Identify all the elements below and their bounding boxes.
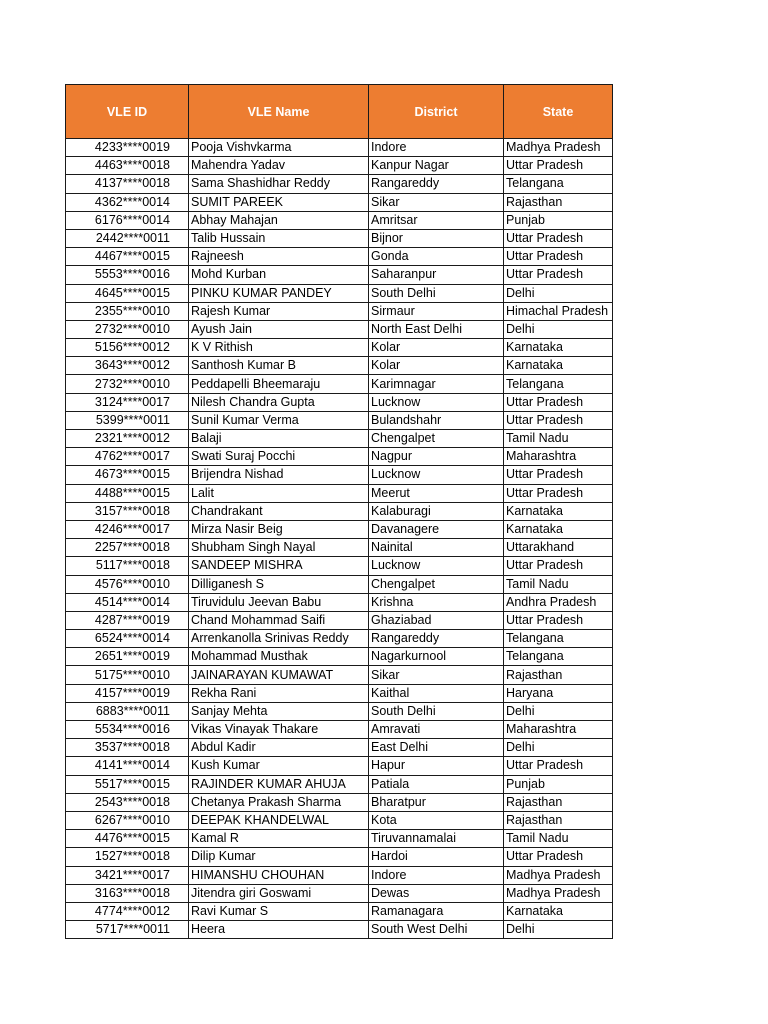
vle-id-cell: 2257****0018 (66, 539, 189, 557)
district-cell: Krishna (369, 593, 504, 611)
state-cell: Delhi (504, 284, 613, 302)
district-cell: Gonda (369, 248, 504, 266)
table-row (66, 557, 613, 575)
header-row (66, 85, 613, 139)
vle-id-cell: 5534****0016 (66, 721, 189, 739)
district-cell: Karimnagar (369, 375, 504, 393)
district-cell: Kaithal (369, 684, 504, 702)
table-row (66, 357, 613, 375)
state-cell: Karnataka (504, 357, 613, 375)
vle-id-cell: 4488****0015 (66, 484, 189, 502)
vle-name-cell: Tiruvidulu Jeevan Babu (189, 593, 369, 611)
district-cell: Sikar (369, 193, 504, 211)
vle-name-cell: Talib Hussain (189, 229, 369, 247)
vle-id-cell: 4362****0014 (66, 193, 189, 211)
state-cell: Rajasthan (504, 811, 613, 829)
vle-id-cell: 2732****0010 (66, 375, 189, 393)
vle-id-cell: 2651****0019 (66, 648, 189, 666)
vle-id-cell: 2732****0010 (66, 320, 189, 338)
vle-id-cell: 6524****0014 (66, 630, 189, 648)
vle-name-cell: Sama Shashidhar Reddy (189, 175, 369, 193)
district-cell: Amritsar (369, 211, 504, 229)
district-cell: Kota (369, 811, 504, 829)
vle-name-cell: Ravi Kumar S (189, 902, 369, 920)
vle-name-cell: JAINARAYAN KUMAWAT (189, 666, 369, 684)
district-cell: Sikar (369, 666, 504, 684)
table-row (66, 866, 613, 884)
district-cell: Bharatpur (369, 793, 504, 811)
state-cell: Andhra Pradesh (504, 593, 613, 611)
vle-id-cell: 4137****0018 (66, 175, 189, 193)
vle-id-cell: 6267****0010 (66, 811, 189, 829)
state-cell: Rajasthan (504, 793, 613, 811)
table-row (66, 430, 613, 448)
vle-name-cell: Arrenkanolla Srinivas Reddy (189, 630, 369, 648)
state-cell: Uttar Pradesh (504, 157, 613, 175)
vle-id-cell: 3124****0017 (66, 393, 189, 411)
table-row (66, 284, 613, 302)
district-cell: Kalaburagi (369, 502, 504, 520)
vle-id-cell: 6883****0011 (66, 702, 189, 720)
district-cell: Kolar (369, 339, 504, 357)
vle-id-cell: 5399****0011 (66, 411, 189, 429)
district-cell: Nainital (369, 539, 504, 557)
vle-id-cell: 4233****0019 (66, 139, 189, 157)
vle-name-cell: Dilip Kumar (189, 848, 369, 866)
vle-id-cell: 2442****0011 (66, 229, 189, 247)
vle-id-cell: 4673****0015 (66, 466, 189, 484)
state-cell: Karnataka (504, 502, 613, 520)
vle-name-cell: K V Rithish (189, 339, 369, 357)
vle-id-cell: 1527****0018 (66, 848, 189, 866)
vle-name-cell: Rajesh Kumar (189, 302, 369, 320)
vle-id-cell: 2543****0018 (66, 793, 189, 811)
district-cell: Davanagere (369, 520, 504, 538)
table-row (66, 139, 613, 157)
district-cell: East Delhi (369, 739, 504, 757)
district-cell: Indore (369, 139, 504, 157)
state-cell: Uttar Pradesh (504, 611, 613, 629)
vle-name-cell: DEEPAK KHANDELWAL (189, 811, 369, 829)
table-row (66, 739, 613, 757)
district-cell: Amravati (369, 721, 504, 739)
state-cell: Uttar Pradesh (504, 466, 613, 484)
table-row (66, 575, 613, 593)
vle-name-cell: Pooja Vishvkarma (189, 139, 369, 157)
vle-name-cell: Kamal R (189, 830, 369, 848)
state-cell: Telangana (504, 375, 613, 393)
table-row (66, 484, 613, 502)
table-row (66, 702, 613, 720)
vle-id-cell: 4157****0019 (66, 684, 189, 702)
vle-name-cell: Abdul Kadir (189, 739, 369, 757)
state-cell: Delhi (504, 702, 613, 720)
vle-id-cell: 6176****0014 (66, 211, 189, 229)
vle-id-cell: 3163****0018 (66, 884, 189, 902)
table-row (66, 593, 613, 611)
table-row (66, 266, 613, 284)
table-row (66, 666, 613, 684)
state-cell: Himachal Pradesh (504, 302, 613, 320)
state-cell: Uttar Pradesh (504, 393, 613, 411)
vle-id-cell: 3537****0018 (66, 739, 189, 757)
vle-id-cell: 5175****0010 (66, 666, 189, 684)
table-row (66, 921, 613, 939)
state-cell: Tamil Nadu (504, 830, 613, 848)
state-cell: Delhi (504, 739, 613, 757)
vle-name-cell: Vikas Vinayak Thakare (189, 721, 369, 739)
vle-id-cell: 4476****0015 (66, 830, 189, 848)
district-cell: Lucknow (369, 393, 504, 411)
district-cell: Lucknow (369, 557, 504, 575)
state-cell: Maharashtra (504, 448, 613, 466)
table-row (66, 539, 613, 557)
state-cell: Karnataka (504, 520, 613, 538)
district-cell: Lucknow (369, 466, 504, 484)
vle-name-cell: PINKU KUMAR PANDEY (189, 284, 369, 302)
table-row (66, 684, 613, 702)
vle-name-cell: Shubham Singh Nayal (189, 539, 369, 557)
table-row (66, 229, 613, 247)
district-cell: Rangareddy (369, 175, 504, 193)
vle-name-cell: Lalit (189, 484, 369, 502)
vle-name-cell: Chetanya Prakash Sharma (189, 793, 369, 811)
column-header-vle-id: VLE ID (66, 85, 189, 139)
state-cell: Maharashtra (504, 721, 613, 739)
table-row (66, 302, 613, 320)
vle-id-cell: 4467****0015 (66, 248, 189, 266)
vle-id-cell: 4774****0012 (66, 902, 189, 920)
vle-name-cell: Kush Kumar (189, 757, 369, 775)
district-cell: Ramanagara (369, 902, 504, 920)
vle-id-cell: 5156****0012 (66, 339, 189, 357)
district-cell: Sirmaur (369, 302, 504, 320)
vle-id-cell: 4463****0018 (66, 157, 189, 175)
vle-name-cell: Sunil Kumar Verma (189, 411, 369, 429)
table-row (66, 393, 613, 411)
state-cell: Telangana (504, 175, 613, 193)
vle-id-cell: 4645****0015 (66, 284, 189, 302)
vle-name-cell: Rekha Rani (189, 684, 369, 702)
vle-name-cell: Sanjay Mehta (189, 702, 369, 720)
district-cell: South Delhi (369, 702, 504, 720)
vle-name-cell: SANDEEP MISHRA (189, 557, 369, 575)
state-cell: Uttar Pradesh (504, 266, 613, 284)
column-header-vle-name: VLE Name (189, 85, 369, 139)
state-cell: Telangana (504, 630, 613, 648)
table-row (66, 902, 613, 920)
table-row (66, 248, 613, 266)
table-header (66, 85, 613, 139)
district-cell: Hardoi (369, 848, 504, 866)
table-row (66, 648, 613, 666)
state-cell: Delhi (504, 921, 613, 939)
vle-name-cell: Rajneesh (189, 248, 369, 266)
state-cell: Karnataka (504, 339, 613, 357)
vle-name-cell: HIMANSHU CHOUHAN (189, 866, 369, 884)
state-cell: Uttar Pradesh (504, 229, 613, 247)
district-cell: Indore (369, 866, 504, 884)
vle-name-cell: Mirza Nasir Beig (189, 520, 369, 538)
district-cell: Chengalpet (369, 430, 504, 448)
column-header-state: State (504, 85, 613, 139)
district-cell: Hapur (369, 757, 504, 775)
vle-id-cell: 2321****0012 (66, 430, 189, 448)
state-cell: Punjab (504, 775, 613, 793)
district-cell: North East Delhi (369, 320, 504, 338)
state-cell: Uttar Pradesh (504, 757, 613, 775)
vle-name-cell: Mohd Kurban (189, 266, 369, 284)
table-row (66, 339, 613, 357)
vle-name-cell: Dilliganesh S (189, 575, 369, 593)
vle-id-cell: 5717****0011 (66, 921, 189, 939)
vle-id-cell: 3643****0012 (66, 357, 189, 375)
district-cell: Bulandshahr (369, 411, 504, 429)
vle-name-cell: Santhosh Kumar B (189, 357, 369, 375)
state-cell: Uttar Pradesh (504, 248, 613, 266)
table-row (66, 884, 613, 902)
district-cell: Meerut (369, 484, 504, 502)
vle-name-cell: Heera (189, 921, 369, 939)
district-cell: South Delhi (369, 284, 504, 302)
vle-id-cell: 4246****0017 (66, 520, 189, 538)
table-body (66, 139, 613, 939)
vle-name-cell: SUMIT PAREEK (189, 193, 369, 211)
vle-id-cell: 2355****0010 (66, 302, 189, 320)
table-row (66, 793, 613, 811)
table-row (66, 157, 613, 175)
district-cell: Nagpur (369, 448, 504, 466)
district-cell: Patiala (369, 775, 504, 793)
table-row (66, 502, 613, 520)
vle-id-cell: 4287****0019 (66, 611, 189, 629)
vle-id-cell: 5553****0016 (66, 266, 189, 284)
vle-name-cell: Swati Suraj Pocchi (189, 448, 369, 466)
state-cell: Telangana (504, 648, 613, 666)
vle-name-cell: Abhay Mahajan (189, 211, 369, 229)
vle-id-cell: 4576****0010 (66, 575, 189, 593)
state-cell: Madhya Pradesh (504, 884, 613, 902)
table-row (66, 721, 613, 739)
district-cell: Chengalpet (369, 575, 504, 593)
table-row (66, 411, 613, 429)
table-row (66, 630, 613, 648)
vle-id-cell: 4514****0014 (66, 593, 189, 611)
vle-id-cell: 5517****0015 (66, 775, 189, 793)
table-row (66, 375, 613, 393)
state-cell: Tamil Nadu (504, 575, 613, 593)
table-row (66, 811, 613, 829)
district-cell: Tiruvannamalai (369, 830, 504, 848)
state-cell: Haryana (504, 684, 613, 702)
state-cell: Delhi (504, 320, 613, 338)
state-cell: Uttar Pradesh (504, 484, 613, 502)
table-row (66, 520, 613, 538)
table-row (66, 175, 613, 193)
district-cell: Rangareddy (369, 630, 504, 648)
vle-id-cell: 4141****0014 (66, 757, 189, 775)
district-cell: Ghaziabad (369, 611, 504, 629)
vle-id-cell: 3157****0018 (66, 502, 189, 520)
table-row (66, 757, 613, 775)
table-row (66, 830, 613, 848)
vle-name-cell: Mahendra Yadav (189, 157, 369, 175)
table-row (66, 211, 613, 229)
vle-name-cell: Chand Mohammad Saifi (189, 611, 369, 629)
vle-name-cell: Nilesh Chandra Gupta (189, 393, 369, 411)
table-row (66, 320, 613, 338)
state-cell: Uttarakhand (504, 539, 613, 557)
state-cell: Punjab (504, 211, 613, 229)
vle-name-cell: Chandrakant (189, 502, 369, 520)
district-cell: Bijnor (369, 229, 504, 247)
district-cell: Kanpur Nagar (369, 157, 504, 175)
state-cell: Uttar Pradesh (504, 557, 613, 575)
state-cell: Uttar Pradesh (504, 848, 613, 866)
state-cell: Uttar Pradesh (504, 411, 613, 429)
district-cell: Kolar (369, 357, 504, 375)
vle-table (65, 84, 613, 939)
district-cell: Dewas (369, 884, 504, 902)
district-cell: Nagarkurnool (369, 648, 504, 666)
table-row (66, 193, 613, 211)
vle-id-cell: 3421****0017 (66, 866, 189, 884)
column-header-district: District (369, 85, 504, 139)
vle-name-cell: Peddapelli Bheemaraju (189, 375, 369, 393)
table-row (66, 466, 613, 484)
state-cell: Madhya Pradesh (504, 139, 613, 157)
vle-name-cell: Mohammad Musthak (189, 648, 369, 666)
state-cell: Rajasthan (504, 193, 613, 211)
vle-id-cell: 4762****0017 (66, 448, 189, 466)
vle-name-cell: Balaji (189, 430, 369, 448)
district-cell: Saharanpur (369, 266, 504, 284)
district-cell: South West Delhi (369, 921, 504, 939)
table-row (66, 848, 613, 866)
vle-id-cell: 5117****0018 (66, 557, 189, 575)
table-row (66, 775, 613, 793)
table-row (66, 448, 613, 466)
spreadsheet-area (65, 84, 613, 939)
table-row (66, 611, 613, 629)
vle-name-cell: Jitendra giri Goswami (189, 884, 369, 902)
vle-name-cell: Ayush Jain (189, 320, 369, 338)
state-cell: Tamil Nadu (504, 430, 613, 448)
vle-name-cell: RAJINDER KUMAR AHUJA (189, 775, 369, 793)
state-cell: Rajasthan (504, 666, 613, 684)
state-cell: Karnataka (504, 902, 613, 920)
vle-name-cell: Brijendra Nishad (189, 466, 369, 484)
state-cell: Madhya Pradesh (504, 866, 613, 884)
